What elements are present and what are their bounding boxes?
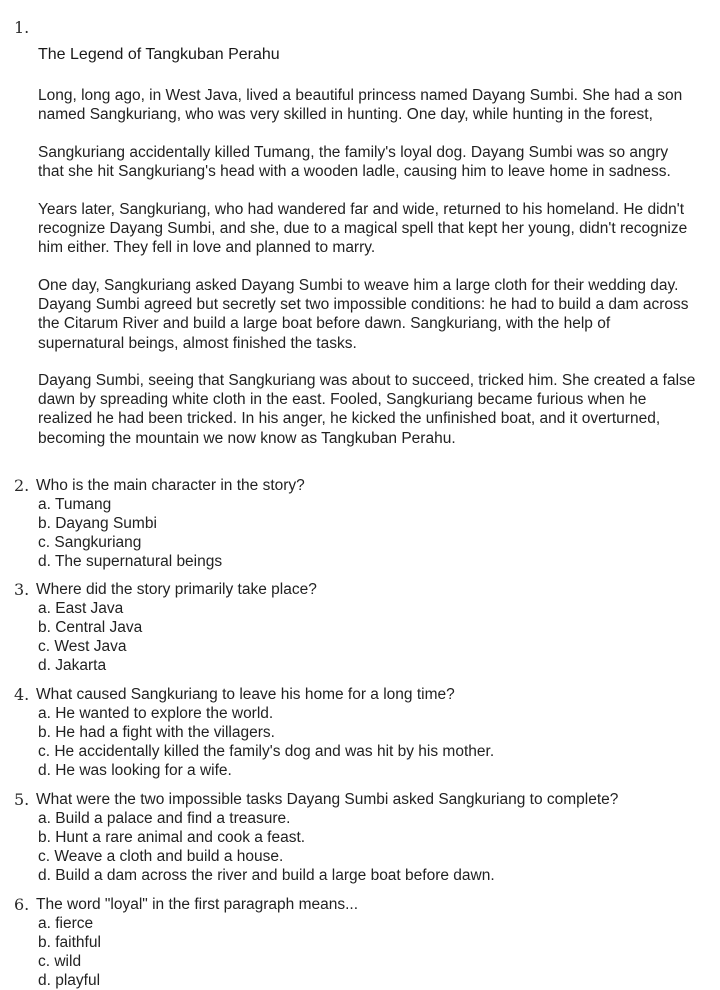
question-6-option-d: d. playful [38, 972, 101, 989]
question-6-text: The word "loyal" in the first paragraph means... [36, 896, 359, 913]
question-5-option-b: b. Hunt a rare animal and cook a feast. [38, 829, 306, 846]
paragraph-line: One day, Sangkuriang asked Dayang Sumbi to weave him a large cloth for their wedding day. [38, 277, 679, 294]
paragraph-line: Sangkuriang accidentally killed Tumang, the family's loyal dog. Dayang Sumbi was so angry [38, 144, 669, 161]
question-4-number: 4. [14, 685, 30, 704]
question-4-option-c: c. He accidentally killed the family's dog and was hit by his mother. [38, 743, 495, 760]
question-6-option-b: b. faithful [38, 934, 101, 951]
question-5-option-a: a. Build a palace and find a treasure. [38, 810, 291, 827]
question-2-option-a: a. Tumang [38, 496, 112, 513]
question-6-number: 6. [14, 895, 30, 914]
passage-paragraph-1 [38, 86, 718, 124]
passage-paragraph-2 [38, 143, 718, 181]
paragraph-line: Dayang Sumbi agreed but secretly set two impossible conditions: he had to build a dam across [38, 296, 689, 314]
question-3-option-a: a. East Java [38, 600, 124, 617]
question-2-option-d: d. The supernatural beings [38, 553, 223, 570]
question-3-option-c: c. West Java [38, 638, 127, 655]
paragraph-line: dawn by spreading white cloth in the east. Fooled, Sangkuriang became furious when he [38, 391, 647, 409]
passage-number: 1. [14, 18, 30, 37]
question-6-option-c: c. wild [38, 953, 82, 970]
question-6-option-a: a. fierce [38, 915, 94, 932]
paragraph-line: Dayang Sumbi, seeing that Sangkuriang was about to succeed, tricked him. She created a false [38, 372, 696, 389]
question-4-text: What caused Sangkuriang to leave his home for a long time? [36, 686, 455, 703]
paragraph-line: named Sangkuriang, who was very skilled in hunting. One day, while hunting in the forest, [38, 106, 653, 124]
question-3-text: Where did the story primarily take place? [36, 581, 317, 598]
paragraph-line: Years later, Sangkuriang, who had wandered far and wide, returned to his homeland. He didn't [38, 201, 685, 218]
question-2-option-b: b. Dayang Sumbi [38, 515, 157, 532]
question-4-option-a: a. He wanted to explore the world. [38, 705, 274, 722]
paragraph-line: supernatural beings, almost finished the tasks. [38, 334, 357, 352]
question-5-text: What were the two impossible tasks Dayang Sumbi asked Sangkuriang to complete? [36, 791, 619, 808]
question-5-option-d: d. Build a dam across the river and build a large boat before dawn. [38, 867, 495, 884]
question-3-option-b: b. Central Java [38, 619, 143, 636]
question-4-option-d: d. He was looking for a wife. [38, 762, 232, 779]
question-2-text: Who is the main character in the story? [36, 477, 305, 494]
paragraph-line: becoming the mountain we now know as Tangkuban Perahu. [38, 429, 456, 447]
paragraph-line: that she hit Sangkuriang's head with a wooden ladle, causing him to leave home in sadness. [38, 163, 671, 181]
question-5-option-c: c. Weave a cloth and build a house. [38, 848, 284, 865]
passage-paragraph-3 [38, 200, 718, 258]
question-3-option-d: d. Jakarta [38, 657, 107, 674]
question-4-option-b: b. He had a fight with the villagers. [38, 724, 275, 741]
paragraph-line: realized he had been tricked. In his anger, he kicked the unfinished boat, and it overturned, [38, 410, 661, 428]
question-2-option-c: c. Sangkuriang [38, 534, 142, 551]
question-3-number: 3. [14, 580, 30, 599]
passage-paragraph-5 [38, 371, 718, 448]
paragraph-line: him either. They fell in love and planned to marry. [38, 239, 376, 257]
question-5-number: 5. [14, 790, 30, 809]
passage-paragraph-4 [38, 276, 718, 353]
paragraph-line: the Citarum River and build a large boat before dawn. Sangkuriang, with the help of [38, 315, 611, 333]
paragraph-line: Long, long ago, in West Java, lived a beautiful princess named Dayang Sumbi. She had a son [38, 87, 683, 104]
passage-title: The Legend of Tangkuban Perahu [38, 46, 280, 63]
question-2-number: 2. [14, 476, 30, 495]
paragraph-line: recognize Dayang Sumbi, and she, due to a magical spell that kept her young, didn't recognize [38, 220, 688, 238]
